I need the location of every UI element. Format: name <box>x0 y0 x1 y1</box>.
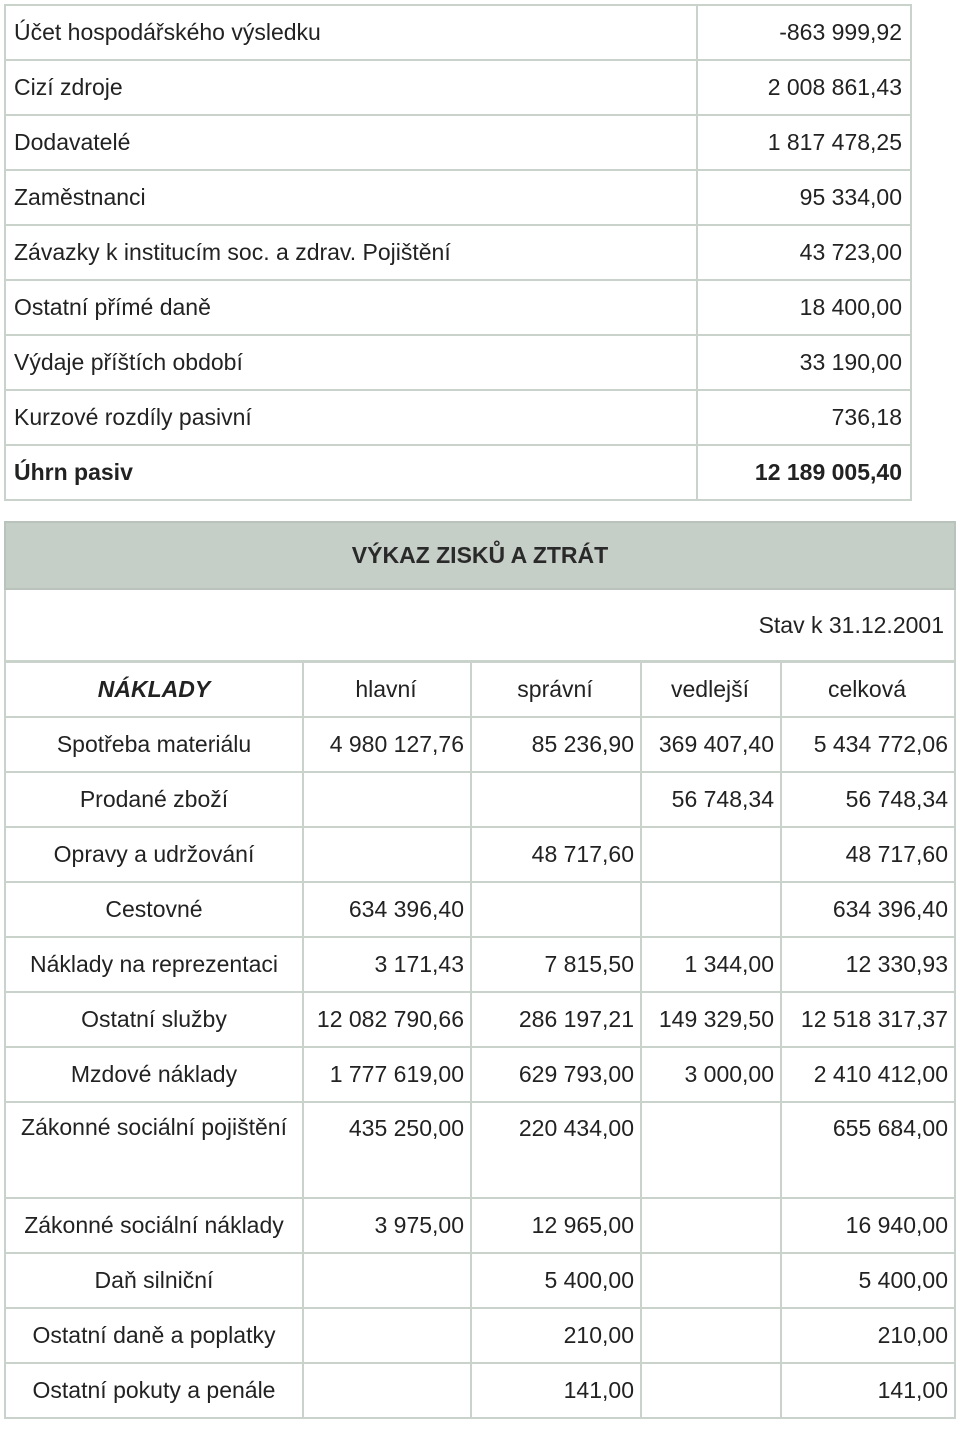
table-row <box>5 717 955 772</box>
cell-celkova: 48 717,60 <box>781 827 955 882</box>
total-label: Úhrn pasiv <box>5 445 697 500</box>
pasiva-table <box>4 4 912 501</box>
cell-celkova: 16 940,00 <box>781 1198 955 1253</box>
cell-spravni: 629 793,00 <box>471 1047 641 1102</box>
cell-spravni: 85 236,90 <box>471 717 641 772</box>
cell-celkova: 634 396,40 <box>781 882 955 937</box>
row-value: 33 190,00 <box>697 335 911 390</box>
table-row <box>5 390 911 445</box>
row-label: Dodavatelé <box>5 115 697 170</box>
cell-spravni: 5 400,00 <box>471 1253 641 1308</box>
header-naklady: NÁKLADY <box>5 662 303 717</box>
table-row <box>5 5 911 60</box>
cell-spravni: 210,00 <box>471 1308 641 1363</box>
cell-celkova: 12 330,93 <box>781 937 955 992</box>
cell-hlavni: 3 171,43 <box>303 937 471 992</box>
table-row <box>5 225 911 280</box>
table-row <box>5 1198 955 1253</box>
row-label: Náklady na reprezentaci <box>5 937 303 992</box>
cell-spravni: 286 197,21 <box>471 992 641 1047</box>
row-label: Ostatní pokuty a penále <box>5 1363 303 1418</box>
row-value: 43 723,00 <box>697 225 911 280</box>
cell-hlavni <box>303 772 471 827</box>
table-row <box>5 170 911 225</box>
cell-spravni: 48 717,60 <box>471 827 641 882</box>
cell-spravni <box>471 882 641 937</box>
cell-vedlejsi: 56 748,34 <box>641 772 781 827</box>
table-row <box>5 280 911 335</box>
cell-spravni <box>471 772 641 827</box>
cell-vedlejsi <box>641 827 781 882</box>
cell-vedlejsi <box>641 1363 781 1418</box>
table-row <box>5 60 911 115</box>
row-label: Závazky k institucím soc. a zdrav. Pojištění <box>5 225 697 280</box>
table-row <box>5 772 955 827</box>
table-row <box>5 1253 955 1308</box>
cell-vedlejsi <box>641 1102 781 1198</box>
row-label: Zákonné sociální náklady <box>5 1198 303 1253</box>
table-row <box>5 992 955 1047</box>
row-label: Mzdové náklady <box>5 1047 303 1102</box>
header-spravni: správní <box>471 662 641 717</box>
row-label: Zákonné sociální pojištění <box>5 1102 303 1198</box>
row-label: Kurzové rozdíly pasivní <box>5 390 697 445</box>
cell-vedlejsi <box>641 1253 781 1308</box>
row-value: 2 008 861,43 <box>697 60 911 115</box>
row-label: Cestovné <box>5 882 303 937</box>
cell-celkova: 12 518 317,37 <box>781 992 955 1047</box>
cell-hlavni <box>303 1363 471 1418</box>
table-row <box>5 335 911 390</box>
table-row <box>5 882 955 937</box>
row-value: 736,18 <box>697 390 911 445</box>
row-label: Daň silniční <box>5 1253 303 1308</box>
header-celkova: celková <box>781 662 955 717</box>
total-row <box>5 445 911 500</box>
row-label: Účet hospodářského výsledku <box>5 5 697 60</box>
header-hlavni: hlavní <box>303 662 471 717</box>
cell-vedlejsi: 149 329,50 <box>641 992 781 1047</box>
cell-vedlejsi <box>641 1198 781 1253</box>
stav-text: Stav k 31.12.2001 <box>758 611 944 638</box>
cell-celkova: 56 748,34 <box>781 772 955 827</box>
row-value: -863 999,92 <box>697 5 911 60</box>
cell-hlavni: 12 082 790,66 <box>303 992 471 1047</box>
cell-hlavni: 4 980 127,76 <box>303 717 471 772</box>
cell-celkova: 141,00 <box>781 1363 955 1418</box>
cell-vedlejsi: 1 344,00 <box>641 937 781 992</box>
row-label: Ostatní přímé daně <box>5 280 697 335</box>
total-value: 12 189 005,40 <box>697 445 911 500</box>
cell-celkova: 210,00 <box>781 1308 955 1363</box>
cell-vedlejsi <box>641 882 781 937</box>
header-vedlejsi: vedlejší <box>641 662 781 717</box>
cell-spravni: 7 815,50 <box>471 937 641 992</box>
row-value: 18 400,00 <box>697 280 911 335</box>
table-row <box>5 937 955 992</box>
row-value: 95 334,00 <box>697 170 911 225</box>
cell-celkova: 5 434 772,06 <box>781 717 955 772</box>
header-row <box>5 662 955 717</box>
table-row <box>5 827 955 882</box>
cell-vedlejsi: 3 000,00 <box>641 1047 781 1102</box>
row-label: Spotřeba materiálu <box>5 717 303 772</box>
cell-hlavni <box>303 827 471 882</box>
row-label: Výdaje příštích období <box>5 335 697 390</box>
section-title: VÝKAZ ZISKŮ A ZTRÁT <box>4 521 956 590</box>
cell-hlavni: 634 396,40 <box>303 882 471 937</box>
cell-hlavni: 1 777 619,00 <box>303 1047 471 1102</box>
table-row <box>5 1363 955 1418</box>
table-row <box>5 1047 955 1102</box>
table-row <box>5 1308 955 1363</box>
cell-vedlejsi: 369 407,40 <box>641 717 781 772</box>
cell-spravni: 220 434,00 <box>471 1102 641 1198</box>
cell-hlavni <box>303 1308 471 1363</box>
row-label: Zaměstnanci <box>5 170 697 225</box>
table-row <box>5 1102 955 1198</box>
cell-spravni: 141,00 <box>471 1363 641 1418</box>
row-value: 1 817 478,25 <box>697 115 911 170</box>
cell-hlavni <box>303 1253 471 1308</box>
naklady-table <box>4 661 956 1419</box>
row-label: Prodané zboží <box>5 772 303 827</box>
table-row <box>5 115 911 170</box>
row-label: Cizí zdroje <box>5 60 697 115</box>
stav-date <box>4 590 956 662</box>
cell-spravni: 12 965,00 <box>471 1198 641 1253</box>
row-label: Ostatní služby <box>5 992 303 1047</box>
cell-vedlejsi <box>641 1308 781 1363</box>
row-label: Ostatní daně a poplatky <box>5 1308 303 1363</box>
cell-celkova: 655 684,00 <box>781 1102 955 1198</box>
cell-hlavni: 3 975,00 <box>303 1198 471 1253</box>
cell-hlavni: 435 250,00 <box>303 1102 471 1198</box>
cell-celkova: 2 410 412,00 <box>781 1047 955 1102</box>
cell-celkova: 5 400,00 <box>781 1253 955 1308</box>
row-label: Opravy a udržování <box>5 827 303 882</box>
